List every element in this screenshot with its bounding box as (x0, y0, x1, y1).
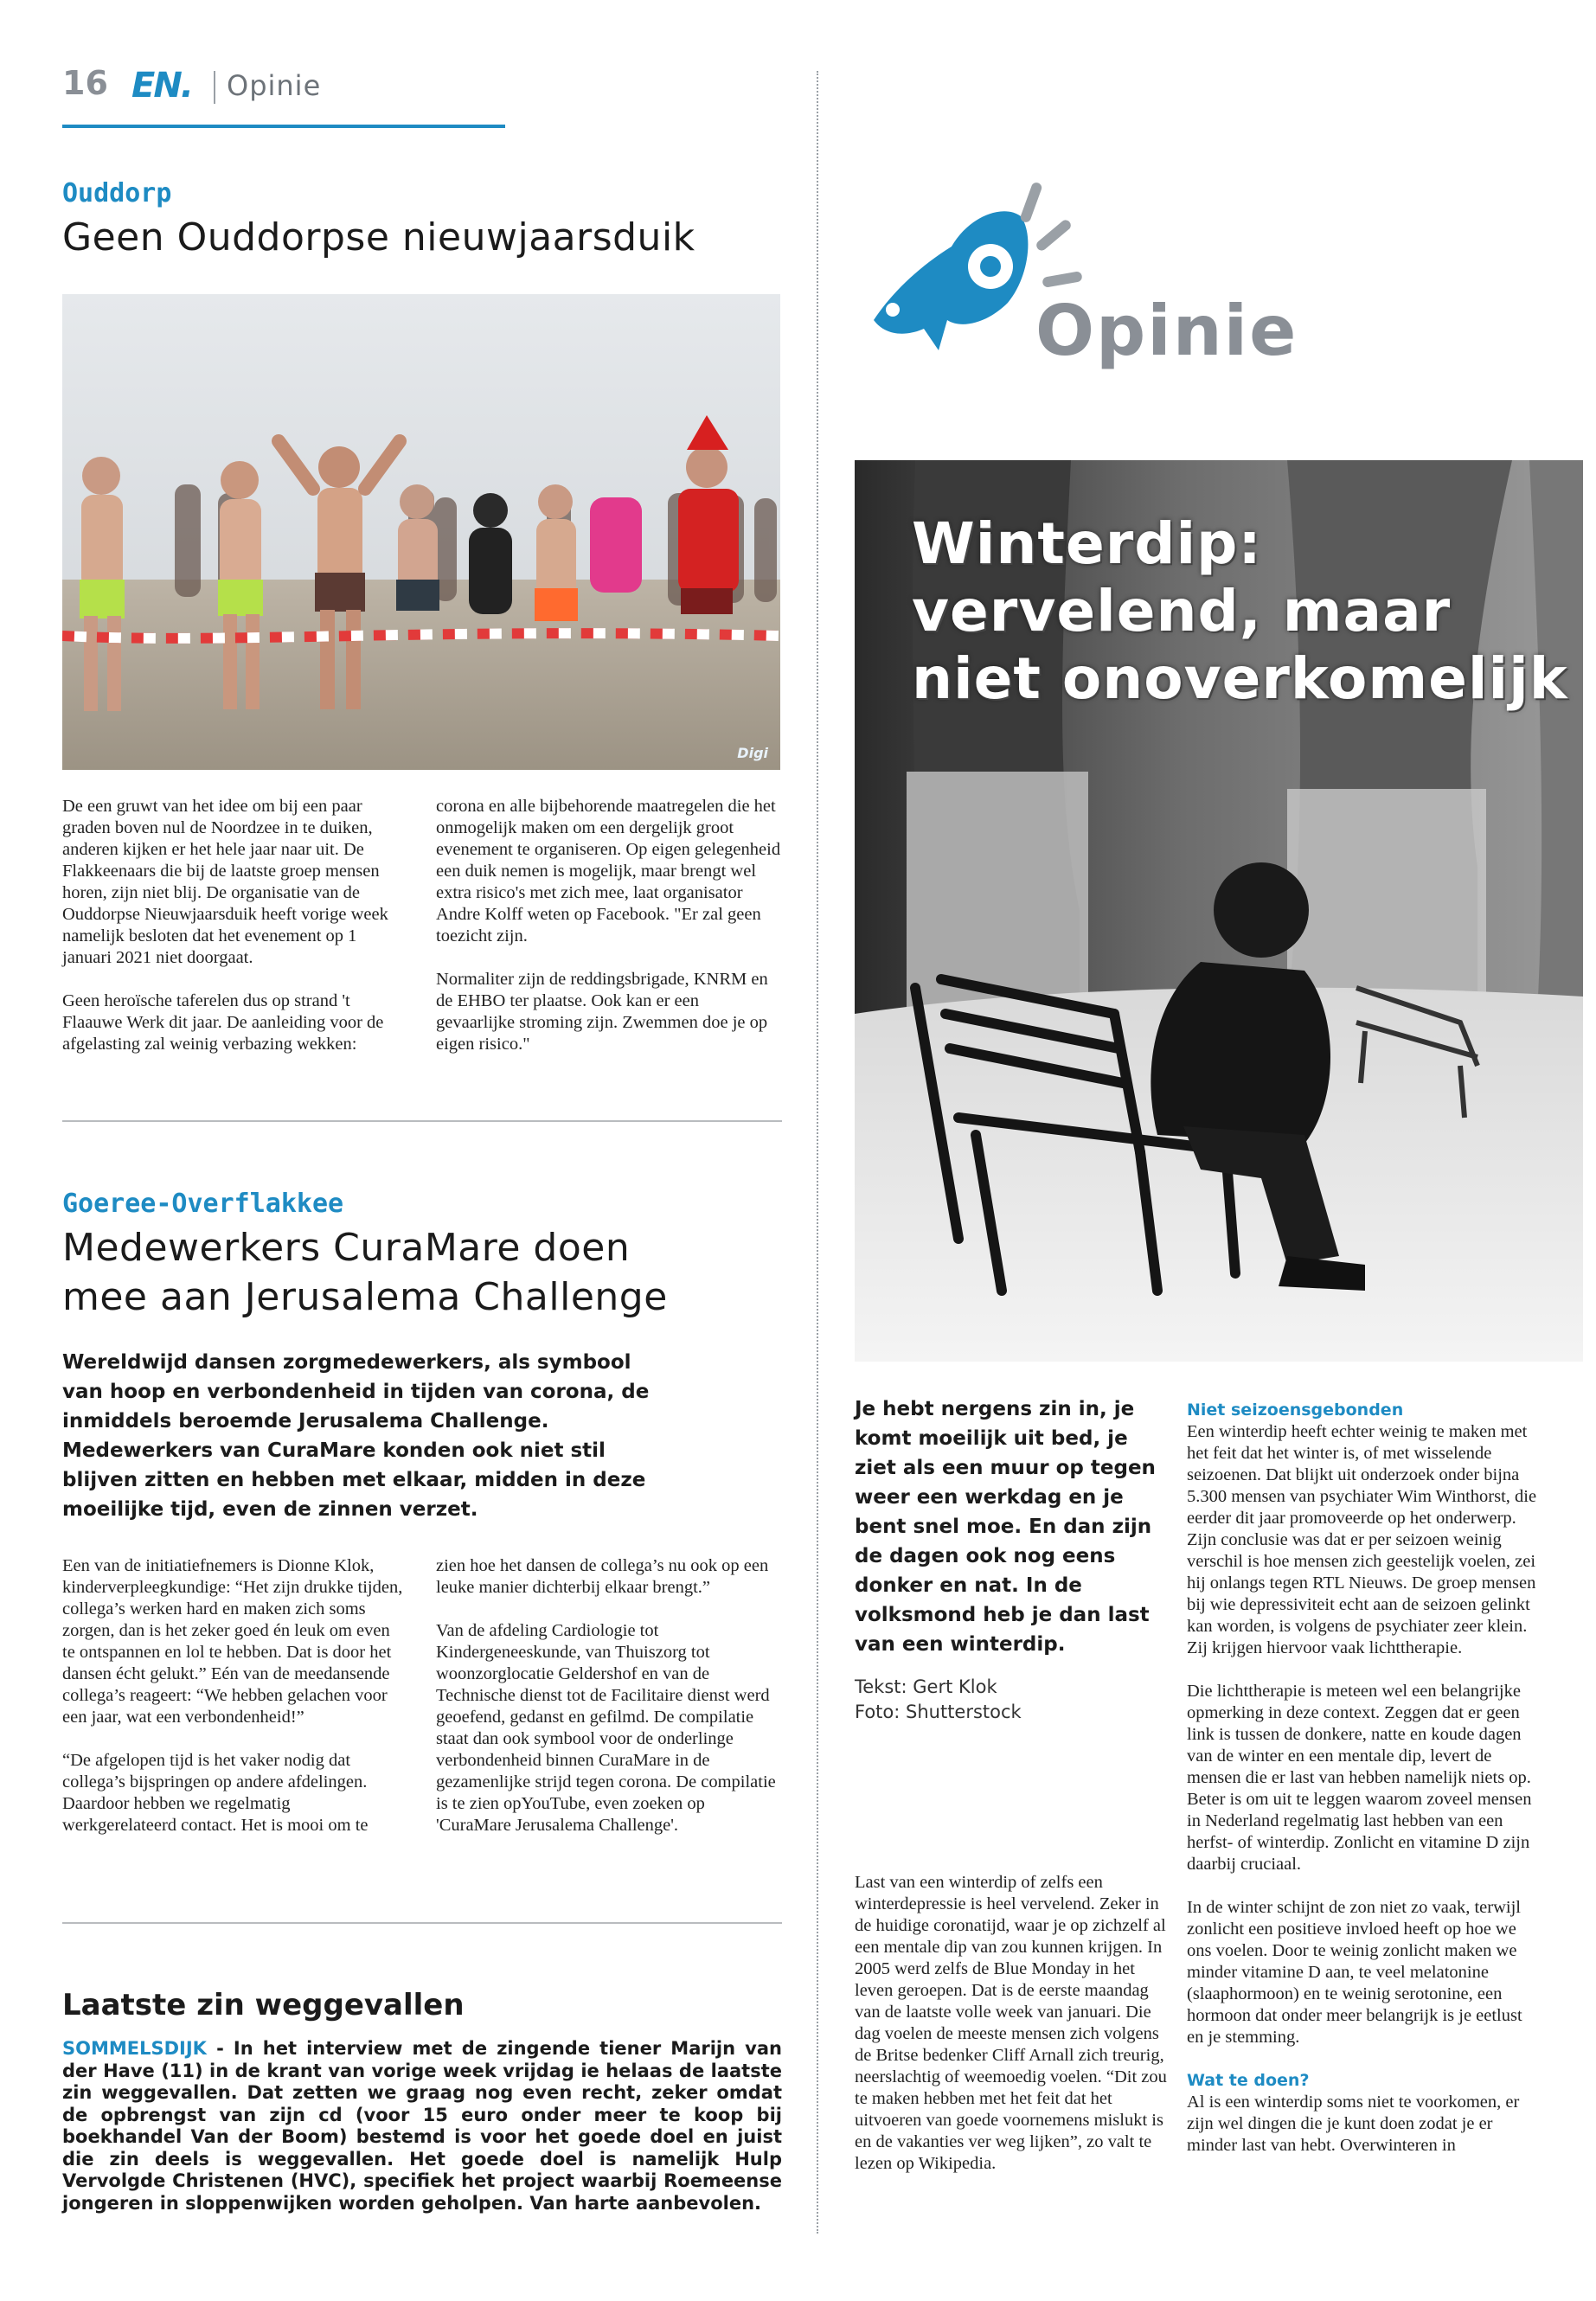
article2-lead: Wereldwijd dansen zorgmedewerkers, als symbool van hoop en verbondenheid in tijden van corona, de inmiddels beroemde Jerusalema Challenge. Medewerkers van CuraMare konden ook niet stil blijven zitten en hebben met elkaar, midden in deze moeilijke tijd, even de zinnen verzet. (62, 1351, 650, 1521)
article2-title: Medewerkers CuraMare doen mee aan Jerusalema Challenge (62, 1226, 668, 1320)
winter-bench-photo (855, 460, 1583, 1362)
page-number: 16 (62, 64, 108, 102)
opinie-logo-word: Opinie (1035, 291, 1298, 371)
paragraph: Een van de initiatiefnemers is Dionne Klok, kinderverpleegkundige: “Het zijn drukke tijden, collega’s werken hard en maken zich soms zorgen, dan is het zeker goed én leuk om even te ontspannen en lol te hebben. Dat is door het dansen écht gelukt.” Eén van de meedansende collega’s reageert: “We hebben gelachen voor een jaar, wat een verbondenheid!” (62, 1556, 403, 1727)
paragraph: corona en alle bijbehorende maatregelen die het onmogelijk maken om een dergelijk groot evenement te organiseren. Op eigen gelegenheid een duik nemen is mogelijk, maar brengt wel extra risico's met zich mee, laat organisator Andre Kolff weten op Facebook. "Er zal geen toezicht zijn. (436, 797, 781, 945)
header-separator (214, 71, 215, 104)
article1-kicker: Ouddorp (62, 178, 172, 208)
credit-text: Tekst: Gert Klok (855, 1676, 997, 1697)
section-rule (62, 1922, 782, 1924)
article3-text: - In het interview met de zingende tiener Marijn van der Have (11) in de krant van vorige week vrijdag ie helaas de laatste zin weggevallen. Dat zetten we graag nog even recht, zeker omdat de opbrengst van zijn cd (voor 15 euro onder meer te koop bij boekhandel Van der Boom) bestemd is voor het goede doel en juist die zin deels is weggevallen. Het goede doel is namelijk Hulp Vervolgde Christenen (HVC), specifiek het project waarbij Roemeense jongeren in sloppenwijken worden geholpen. Van harte aanbevolen. (62, 2038, 782, 2214)
paragraph: zien hoe het dansen de collega’s nu ook op een leuke manier dichterbij elkaar brengt.” (436, 1556, 769, 1597)
paragraph: Een winterdip heeft echter weinig te maken met het feit dat het winter is, of met wisselende seizoenen. Dat blijkt uit onderzoek onder bijna 5.300 mensen van psychiater Wim Winthorst, die eerder dit jaar promoveerde op het onderwerp. Zijn conclusie was dat er per seizoen weinig verschil is hoe mensen zich geestelijk voelen, zei hij onlangs tegen RTL Nieuws. De groep mensen bij wie depressiviteit echt aan de seizoen gelinkt kan worden, is volgens de psychiater zeer klein. Zij krijgen hiervoor vaak lichttherapie. (1187, 1422, 1537, 1657)
credit-photo: Foto: Shutterstock (855, 1702, 1022, 1722)
paragraph: Normaliter zijn de reddingsbrigade, KNRM en de EHBO ter plaatse. Ook kan er een gevaarlijke stroming zijn. Zwemmen doe je op eigen risico." (436, 970, 768, 1054)
column-divider (817, 71, 818, 2234)
en-logo: EN. (131, 66, 192, 106)
article2-kicker: Goeree-Overflakkee (62, 1189, 344, 1219)
title-line: vervelend, maar (912, 578, 1452, 644)
paragraph: Van de afdeling Cardiologie tot Kindergeneeskunde, van Thuiszorg tot woonzorglocatie Geldershof en van de Technische dienst tot de Facilitaire dienst werd geoefend, gedanst en gefilmd. De compilatie staat dan ook symbool voor de onderlinge verbondenheid binnen CuraMare in de gezamenlijke strijd tegen corona. De compilatie is te zien opYouTube, even zoeken op 'CuraMare Jerusalema Challenge'. (436, 1621, 776, 1835)
opinion-intro: Je hebt nergens zin in, je komt moeilijk uit bed, je ziet als een muur op tegen weer een werkdag en je bent snel moe. En dan zijn de dagen ook nog eens donker en nat. In de volksmond heb je dan last van een winterdip. (855, 1398, 1156, 1656)
paragraph: In de winter schijnt de zon niet zo vaak, terwijl zonlicht een positieve invloed heeft op hoe we ons voelen. Door te weinig zonlicht maken we minder vitamine D aan, te veel melatonine (slaaphormoon) en te weinig serotonine, een hormoon dat onder meer belangrijk is je eetlust en je stemming. (1187, 1898, 1522, 2047)
photo-credit: Digi (737, 745, 768, 761)
paragraph: “De afgelopen tijd is het vaker nodig dat collega’s bijspringen op andere afdelingen. Daardoor hebben we regelmatig werkgerelateerd contact. Het is mooi om te (62, 1751, 369, 1835)
article3-place: SOMMELSDIJK (62, 2038, 207, 2059)
section-label: Opinie (227, 69, 322, 102)
header-rule (62, 125, 505, 128)
article2-column-1 (62, 1555, 404, 1858)
subheading: Niet seizoensgebonden (1187, 1400, 1404, 1420)
paragraph: De een gruwt van het idee om bij een paar graden boven nul de Noordzee in te duiken, anderen kijken er het hele jaar naar uit. De Flakkeenaars die bij de laatste groep mensen horen, zijn niet blij. De organisatie van de Ouddorpse Nieuwjaarsduik heeft vorige week namelijk besloten dat het evenement op 1 januari 2021 niet doorgaat. (62, 797, 388, 967)
section-rule (62, 1120, 782, 1122)
beach-dive-photo (62, 294, 780, 770)
title-line: niet onoverkomelijk (912, 645, 1568, 712)
article2-column-2 (436, 1555, 782, 1858)
article1-title: Geen Ouddorpse nieuwjaarsduik (62, 215, 695, 260)
title-line: Winterdip: (912, 510, 1262, 577)
article3-body (62, 2038, 782, 2214)
beach-dive-illustration (62, 294, 780, 770)
opinion-body-left: Last van een winterdip of zelfs een winterdepressie is heel vervelend. Zeker in de huidige coronatijd, waar je op zichzelf al een mentale dip van zou kunnen krijgen. In 2005 werd zelfs de Blue Monday in het leven geroepen. Dat is de eerste maandag van de laatste volle week van januari. Die dag voelen de meeste mensen zich volgens de Britse bedenker Cliff Arnall zich treurig, neerslachtig of weemoedig voelen. “Dit zou te maken hebben met het feit dat het uitvoeren van goede voornemens mislukt is en de vakanties ver weg lijken”, zo valt te lezen op Wikipedia. (855, 1873, 1167, 2173)
article1-column-1 (62, 796, 395, 1077)
paragraph: Die lichttherapie is meteen wel een belangrijke opmerking in deze context. Zeggen dat er geen link is tussen de donkere, natte en koude dagen van de winter en een mentale dip, levert de mensen die er last van hebben namelijk niets op. Beter is om uit te leggen waarom zoveel mensen in Nederland regelmatig last hebben van een herfst- of winterdip. Zonlicht en vitamine D zijn daarbij cruciaal. (1187, 1682, 1532, 1874)
paragraph: Al is een winterdip soms niet te voorkomen, er zijn wel dingen die je kunt doen zodat je er minder last van hebt. Overwinteren in (1187, 2093, 1520, 2155)
article3-title: Laatste zin weggevallen (62, 1988, 465, 2022)
paragraph: Geen heroïsche taferelen dus op strand 't Flaauwe Werk dit jaar. De aanleiding voor de afgelasting zal weinig verbazing wekken: (62, 991, 384, 1054)
opinion-body-right (1187, 1400, 1543, 2157)
article1-column-2 (436, 796, 782, 1077)
subheading: Wat te doen? (1187, 2071, 1310, 2090)
opinion-photo-title (912, 510, 1568, 713)
